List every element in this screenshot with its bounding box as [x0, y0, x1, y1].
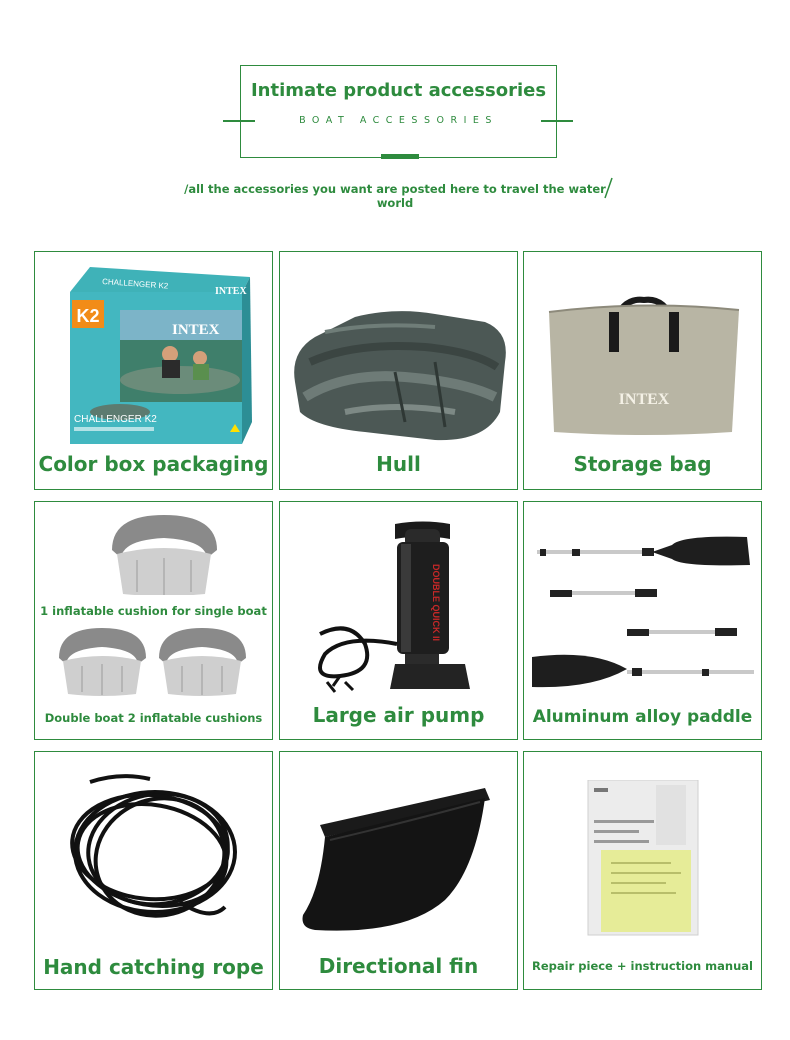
cushion-double-right-image [155, 624, 250, 696]
box-brand-top-text: INTEX [215, 286, 247, 297]
card-label: Storage bag [573, 452, 712, 476]
hull-image [285, 302, 515, 452]
color-box-image [60, 262, 260, 452]
header-frame-bottom-left [240, 157, 381, 158]
card-label: Aluminum alloy paddle [532, 707, 753, 727]
bag-brand-text: INTEX [618, 391, 670, 408]
card-label: Hand catching rope [43, 955, 264, 979]
air-pump-image [305, 514, 495, 704]
slash-decoration [600, 176, 616, 200]
paddle-image [532, 527, 757, 697]
header-frame-bottom-right [419, 157, 557, 158]
card-cushions [34, 501, 273, 740]
card-paddle [523, 501, 762, 740]
box-brand-text: INTEX [172, 322, 220, 338]
cushion-double-label: Double boat 2 inflatable cushions [44, 711, 263, 725]
card-storage-bag [523, 251, 762, 490]
box-series-text: CHALLENGER K2 [74, 414, 157, 425]
rope-image [60, 767, 250, 937]
card-label: Repair piece + instruction manual [532, 959, 753, 973]
header-frame-left [240, 65, 241, 158]
repair-kit-image [586, 780, 701, 940]
tagline: /all the accessories you want are posted here to travel the water world [184, 182, 606, 210]
header-frame-right [556, 65, 557, 158]
fin-image [295, 780, 500, 940]
cushion-single-image [107, 510, 222, 595]
header-frame-top [240, 65, 557, 66]
header-accent-bar [381, 154, 419, 159]
card-hull [279, 251, 518, 490]
card-color-box [34, 251, 273, 490]
pump-brand-text: DOUBLE QUICK II [431, 564, 441, 642]
card-label: Color box packaging [38, 452, 269, 476]
cushion-double-left-image [55, 624, 150, 696]
card-air-pump [279, 501, 518, 740]
card-label: Large air pump [312, 703, 485, 727]
box-model-text: K2 [76, 306, 100, 326]
box-series-top-text: CHALLENGER K2 [101, 277, 169, 291]
page-subtitle: BOAT ACCESSORIES [299, 115, 498, 126]
card-rope [34, 751, 273, 990]
card-fin [279, 751, 518, 990]
cushion-single-label: 1 inflatable cushion for single boat [40, 604, 267, 618]
storage-bag-image [544, 292, 744, 442]
card-label: Hull [376, 452, 421, 476]
card-repair [523, 751, 762, 990]
page-title: Intimate product accessories [250, 80, 547, 101]
card-label: Directional fin [318, 954, 479, 978]
